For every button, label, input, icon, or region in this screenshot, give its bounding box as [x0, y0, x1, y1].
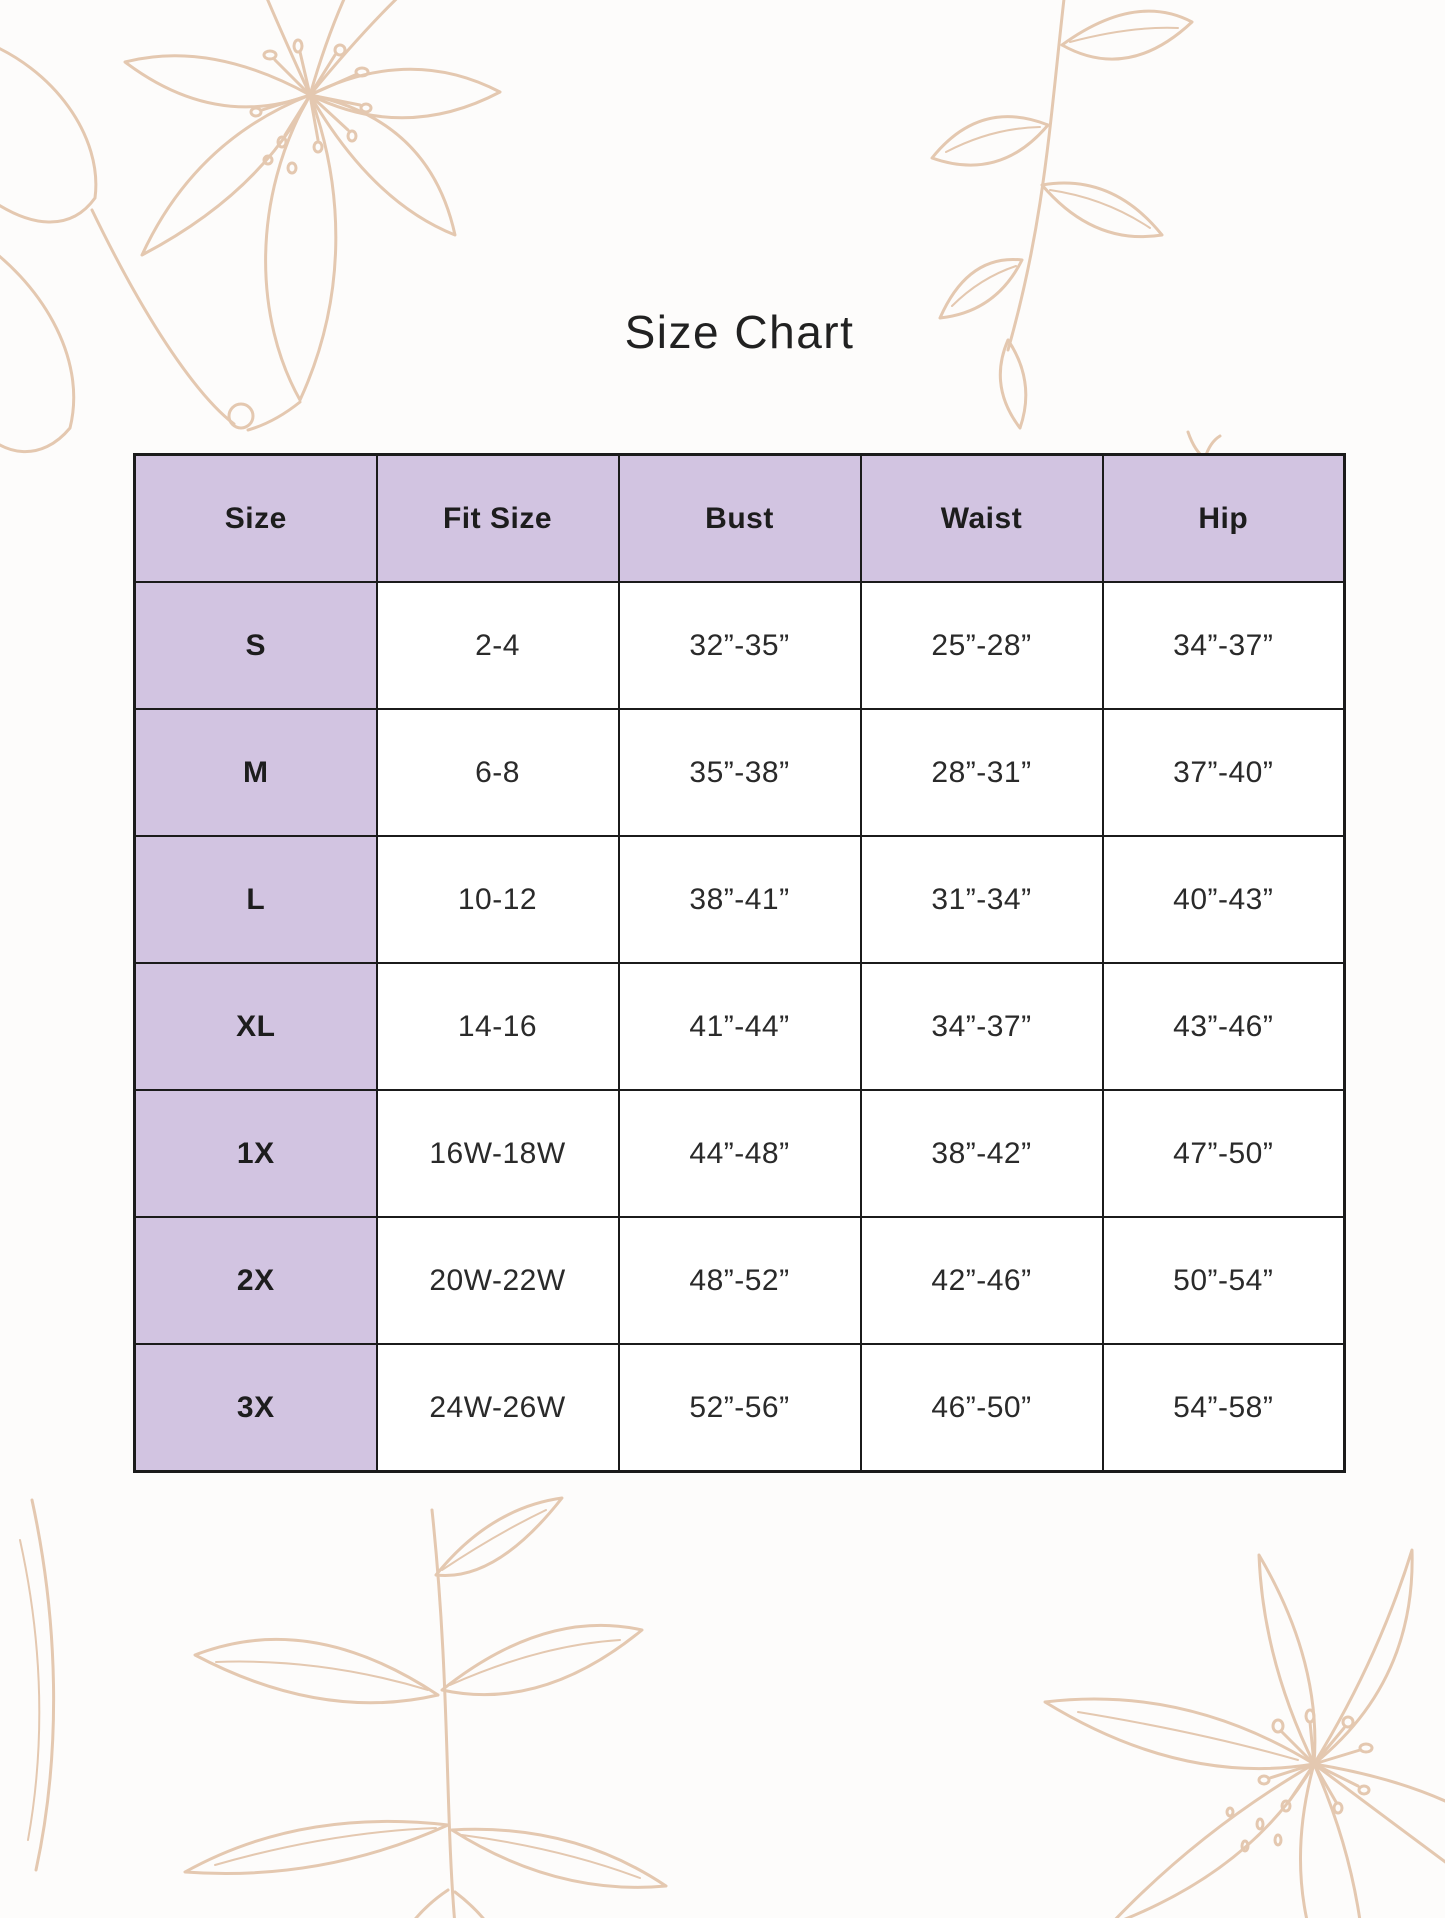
size-cell: 3X — [135, 1344, 377, 1472]
hip-cell: 43”-46” — [1103, 963, 1345, 1090]
hip-cell: 40”-43” — [1103, 836, 1345, 963]
waist-cell: 46”-50” — [861, 1344, 1103, 1472]
size-cell: L — [135, 836, 377, 963]
table-row — [135, 1090, 1345, 1217]
table-row — [135, 582, 1345, 709]
waist-cell: 28”-31” — [861, 709, 1103, 836]
table-row — [135, 1217, 1345, 1344]
size-cell: S — [135, 582, 377, 709]
bust-cell: 52”-56” — [619, 1344, 861, 1472]
hip-cell: 50”-54” — [1103, 1217, 1345, 1344]
waist-cell: 38”-42” — [861, 1090, 1103, 1217]
bust-cell: 41”-44” — [619, 963, 861, 1090]
fit-size-cell: 20W-22W — [377, 1217, 619, 1344]
leaf-branch-sketch-bottom-left — [0, 1480, 720, 1918]
size-chart-table — [133, 453, 1346, 1473]
bust-cell: 48”-52” — [619, 1217, 861, 1344]
fit-size-cell: 24W-26W — [377, 1344, 619, 1472]
fit-size-cell: 2-4 — [377, 582, 619, 709]
size-cell: 1X — [135, 1090, 377, 1217]
table-row — [135, 963, 1345, 1090]
hip-cell: 37”-40” — [1103, 709, 1345, 836]
size-cell: 2X — [135, 1217, 377, 1344]
bust-cell: 44”-48” — [619, 1090, 861, 1217]
column-header-hip: Hip — [1103, 455, 1345, 583]
column-header-waist: Waist — [861, 455, 1103, 583]
bust-cell: 35”-38” — [619, 709, 861, 836]
table-row — [135, 836, 1345, 963]
hip-cell: 34”-37” — [1103, 582, 1345, 709]
hip-cell: 54”-58” — [1103, 1344, 1345, 1472]
table-header-row — [135, 455, 1345, 583]
fit-size-cell: 14-16 — [377, 963, 619, 1090]
hip-cell: 47”-50” — [1103, 1090, 1345, 1217]
fit-size-cell: 10-12 — [377, 836, 619, 963]
waist-cell: 42”-46” — [861, 1217, 1103, 1344]
fit-size-cell: 6-8 — [377, 709, 619, 836]
size-cell: XL — [135, 963, 377, 1090]
waist-cell: 31”-34” — [861, 836, 1103, 963]
page-title: Size Chart — [624, 306, 855, 358]
bust-cell: 32”-35” — [619, 582, 861, 709]
column-header-size: Size — [135, 455, 377, 583]
column-header-fit-size: Fit Size — [377, 455, 619, 583]
table-row — [135, 1344, 1345, 1472]
bust-cell: 38”-41” — [619, 836, 861, 963]
column-header-bust: Bust — [619, 455, 861, 583]
waist-cell: 34”-37” — [861, 963, 1103, 1090]
flower-sketch-top-left — [0, 0, 560, 460]
leaf-branch-sketch-top-right — [900, 0, 1240, 480]
flower-sketch-bottom-right — [960, 1540, 1445, 1918]
table-row — [135, 709, 1345, 836]
fit-size-cell: 16W-18W — [377, 1090, 619, 1217]
size-cell: M — [135, 709, 377, 836]
waist-cell: 25”-28” — [861, 582, 1103, 709]
